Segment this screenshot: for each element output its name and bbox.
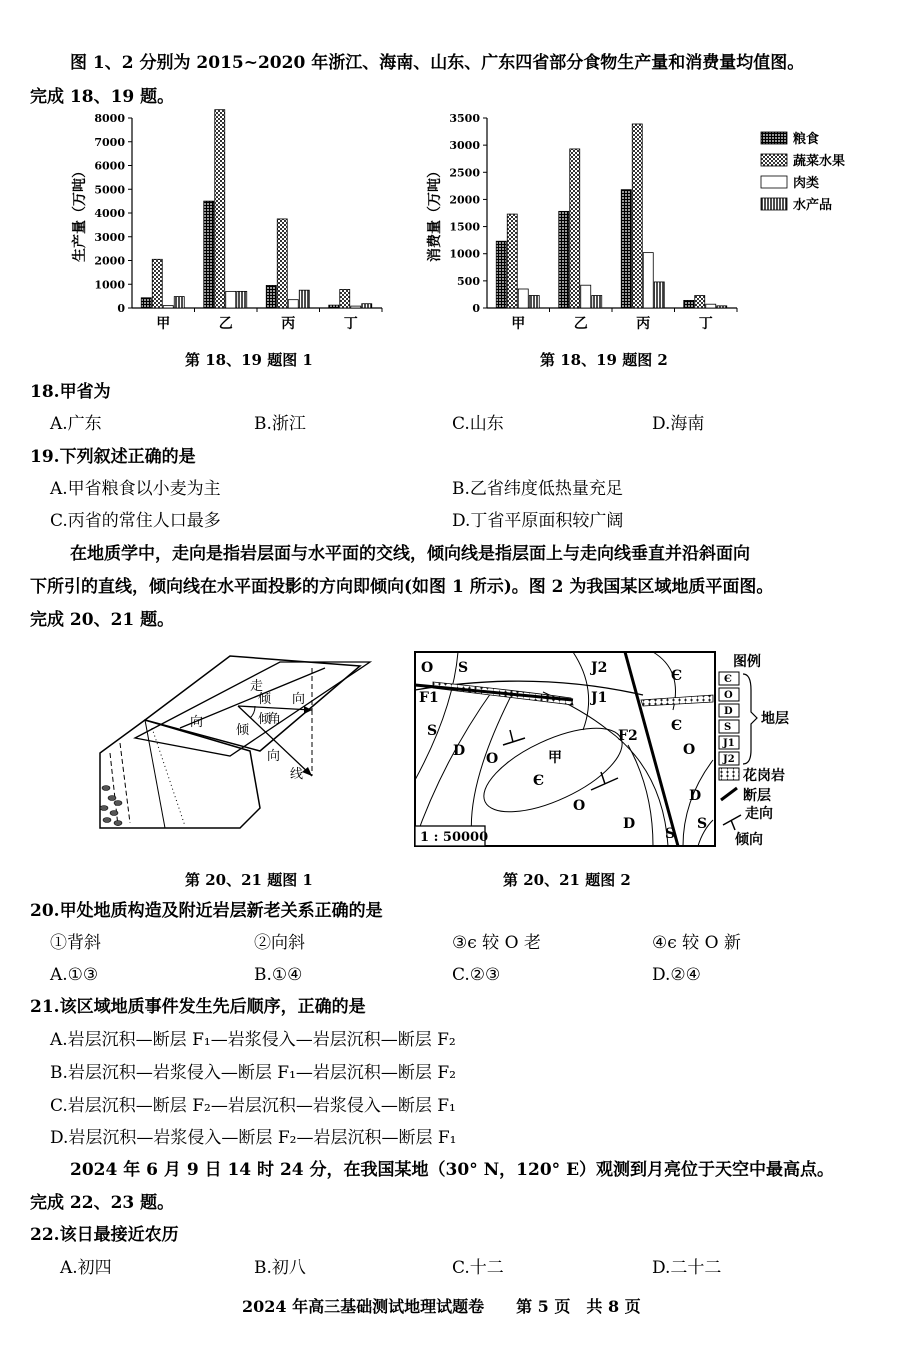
fig1-label-dir1: 倾 (258, 692, 272, 707)
legend-label: 水产品 (793, 198, 833, 213)
legend-box: D (724, 706, 733, 717)
bar-蔬菜水果 (215, 110, 225, 308)
q18-option-a[interactable]: A.广东 (50, 414, 102, 434)
q21-option-c[interactable]: C.岩层沉积—断层 F₂—岩层沉积—岩浆侵入—断层 F₁ (50, 1096, 456, 1116)
q18-option-b[interactable]: B.浙江 (254, 414, 306, 434)
y-tick-label: 1000 (94, 278, 125, 292)
bar-粮食 (621, 190, 631, 308)
stratum-label: S (427, 723, 438, 739)
legend-swatch (761, 198, 787, 210)
bar-水产品 (299, 290, 309, 308)
y-tick-label: 3000 (449, 139, 480, 153)
q22-option-a[interactable]: A.初四 (60, 1258, 112, 1278)
x-tick-label: 丙 (636, 316, 651, 332)
x-tick-label: 甲 (511, 316, 526, 332)
fig1-label-angle1: 倾 (258, 712, 272, 727)
stratum-label: O (573, 798, 586, 814)
q19-option-d[interactable]: D.丁省平原面积较广阔 (452, 511, 624, 531)
stratum-label: O (683, 742, 696, 758)
fault-label-f2: F2 (618, 728, 638, 744)
x-tick-label: 乙 (573, 316, 588, 332)
legend-swatch (761, 154, 787, 166)
y-axis-label: 消费量（万吨） (427, 164, 443, 262)
bar-肉类 (581, 285, 591, 308)
bar-粮食 (266, 285, 276, 308)
y-tick-label: 500 (457, 274, 480, 288)
intro2-line3: 完成 20、21 题。 (30, 610, 175, 630)
legend-box: O (724, 690, 733, 701)
x-tick-label: 乙 (218, 316, 233, 332)
production-chart (70, 108, 410, 348)
x-tick-label: 丁 (698, 316, 713, 332)
bar-蔬菜水果 (632, 124, 642, 308)
legend-box: S (724, 722, 732, 733)
bar-水产品 (592, 296, 602, 308)
bar-蔬菜水果 (507, 214, 517, 308)
x-tick-label: 丁 (343, 316, 358, 332)
bar-水产品 (362, 304, 372, 308)
stratum-label: Є (671, 718, 683, 734)
legend-label: 粮食 (793, 132, 820, 147)
chart1-caption: 第 18、19 题图 1 (185, 351, 313, 369)
bar-粮食 (204, 201, 214, 308)
bar-蔬菜水果 (570, 149, 580, 308)
bar-肉类 (518, 289, 528, 308)
bar-肉类 (288, 300, 298, 308)
legend-fault: 断层 (743, 788, 771, 804)
stratum-label: J1 (591, 690, 608, 706)
y-tick-label: 2500 (449, 166, 480, 180)
q18-stem: 18.甲省为 (30, 382, 111, 402)
q22-option-b[interactable]: B.初八 (254, 1258, 306, 1278)
fault-label-f1: F1 (419, 690, 439, 706)
q18-option-c[interactable]: C.山东 (452, 414, 504, 434)
q21-stem: 21.该区域地质事件发生先后顺序，正确的是 (30, 997, 366, 1017)
q19-option-b[interactable]: B.乙省纬度低热量充足 (452, 479, 623, 499)
q21-option-d[interactable]: D.岩层沉积—岩浆侵入—断层 F₂—岩层沉积—断层 F₁ (50, 1128, 457, 1148)
fig1-label-dipline1: 倾 (236, 723, 250, 738)
legend-box: J2 (723, 754, 735, 765)
bar-蔬菜水果 (277, 219, 287, 308)
legend-swatch (761, 176, 787, 188)
legend-granite: 花岗岩 (743, 768, 785, 784)
q20-item-1: ①背斜 (50, 933, 101, 953)
legend-swatch (761, 132, 787, 144)
legend-strata: 地层 (761, 711, 789, 727)
bar-蔬菜水果 (695, 296, 705, 308)
q20-option-c[interactable]: C.②③ (452, 965, 501, 985)
y-tick-label: 7000 (94, 135, 125, 149)
geologic-map (413, 650, 813, 850)
y-tick-label: 1500 (449, 220, 480, 234)
bar-粮食 (329, 305, 339, 308)
legend-label: 肉类 (793, 176, 820, 191)
intro3-line1: 2024 年 6 月 9 日 14 时 24 分，在我国某地（30° N，120° E）观测到月亮位于天空中最高点。 (70, 1160, 835, 1180)
q20-option-b[interactable]: B.①④ (254, 965, 303, 985)
y-tick-label: 0 (472, 302, 480, 315)
y-tick-label: 6000 (94, 159, 125, 173)
legend-strike: 走向 (745, 806, 773, 822)
intro3-line2: 完成 22、23 题。 (30, 1193, 175, 1213)
y-axis-label: 生产量（万吨） (72, 164, 88, 262)
stratum-label: D (453, 743, 466, 759)
chart2-caption: 第 18、19 题图 2 (540, 351, 668, 369)
bar-蔬菜水果 (340, 289, 350, 308)
stratum-label: O (486, 751, 499, 767)
y-tick-label: 2000 (94, 254, 125, 268)
bar-水产品 (717, 306, 727, 308)
fig1-label-strike1: 走 (250, 679, 264, 694)
y-tick-label: 0 (117, 302, 125, 315)
q21-option-a[interactable]: A.岩层沉积—断层 F₁—岩浆侵入—岩层沉积—断层 F₂ (50, 1030, 456, 1050)
bar-水产品 (654, 282, 664, 308)
legend-box: Є (724, 674, 732, 685)
fig1-label-strike2: 向 (190, 715, 204, 730)
stratum-label: D (623, 816, 636, 832)
fig1-label-dipline3: 线 (290, 767, 304, 782)
consumption-chart (425, 108, 885, 348)
fig1-caption: 第 20、21 题图 1 (185, 871, 313, 889)
q20-item-3: ③є 较 O 老 (452, 933, 541, 953)
bar-水产品 (237, 291, 247, 308)
q22-option-d[interactable]: D.二十二 (652, 1258, 722, 1278)
bar-粮食 (496, 241, 506, 308)
intro2-line2: 下所引的直线，倾向线在水平面投影的方向即倾向(如图 1 所示)。图 2 为我国某区域地质平面图。 (30, 577, 774, 597)
stratum-label: 甲 (548, 750, 562, 766)
y-tick-label: 2000 (449, 193, 480, 207)
fig1-label-dir2: 向 (292, 692, 306, 707)
legend-title: 图例 (733, 654, 761, 670)
stratum-label: Є (533, 773, 545, 789)
q21-option-b[interactable]: B.岩层沉积—岩浆侵入—断层 F₁—岩层沉积—断层 F₂ (50, 1063, 456, 1083)
bar-水产品 (174, 297, 184, 308)
stratum-label: Є (671, 668, 683, 684)
y-tick-label: 1000 (449, 247, 480, 261)
q20-item-4: ④є 较 O 新 (652, 933, 741, 953)
fig1-label-angle2: 角 (268, 712, 282, 727)
x-tick-label: 丙 (281, 316, 296, 332)
q19-stem: 19.下列叙述正确的是 (30, 447, 196, 467)
map-scale: 1 : 50000 (420, 830, 489, 845)
y-tick-label: 4000 (94, 207, 125, 220)
bar-蔬菜水果 (152, 259, 162, 308)
bar-粮食 (141, 298, 151, 308)
bar-肉类 (706, 304, 716, 308)
stratum-label: O (421, 660, 434, 676)
bar-粮食 (684, 300, 694, 308)
stratum-label: J2 (591, 660, 608, 676)
bar-肉类 (351, 306, 361, 308)
y-tick-label: 8000 (94, 112, 125, 125)
q20-option-d[interactable]: D.②④ (652, 965, 701, 985)
bar-肉类 (163, 306, 173, 308)
stratum-label: S (697, 816, 708, 832)
intro1-line2: 完成 18、19 题。 (30, 87, 175, 107)
page-footer: 2024 年高三基础测试地理试题卷 第 5 页 共 8 页 (242, 1297, 641, 1316)
q20-stem: 20.甲处地质构造及附近岩层新老关系正确的是 (30, 901, 383, 921)
legend-box: J1 (723, 738, 735, 749)
x-tick-label: 甲 (156, 316, 171, 332)
bar-水产品 (529, 296, 539, 308)
q20-item-2: ②向斜 (254, 933, 305, 953)
stratum-label: S (458, 660, 469, 676)
q20-option-a[interactable]: A.①③ (50, 965, 99, 985)
y-tick-label: 3000 (94, 230, 125, 244)
legend-label: 蔬菜水果 (793, 154, 846, 169)
bar-粮食 (559, 211, 569, 308)
bar-肉类 (226, 291, 236, 308)
fig1-label-dipline2: 向 (267, 749, 281, 764)
q22-stem: 22.该日最接近农历 (30, 1225, 179, 1245)
stratum-label: S (665, 826, 676, 842)
legend-dip: 倾向 (735, 832, 763, 848)
strike-dip-diagram (90, 648, 380, 833)
q18-option-d[interactable]: D.海南 (652, 414, 705, 434)
y-tick-label: 5000 (94, 183, 125, 197)
stratum-label: D (689, 788, 702, 804)
bar-肉类 (643, 253, 653, 308)
fig2-caption: 第 20、21 题图 2 (503, 871, 631, 889)
intro2-line1: 在地质学中，走向是指岩层面与水平面的交线，倾向线是指层面上与走向线垂直并沿斜面向 (70, 544, 750, 564)
y-tick-label: 3500 (449, 112, 480, 125)
q22-option-c[interactable]: C.十二 (452, 1258, 504, 1278)
q19-option-c[interactable]: C.丙省的常住人口最多 (50, 511, 221, 531)
intro1-line1: 图 1、2 分别为 2015~2020 年浙江、海南、山东、广东四省部分食物生产量和消费量均值图。 (70, 53, 805, 73)
q19-option-a[interactable]: A.甲省粮食以小麦为主 (50, 479, 221, 499)
